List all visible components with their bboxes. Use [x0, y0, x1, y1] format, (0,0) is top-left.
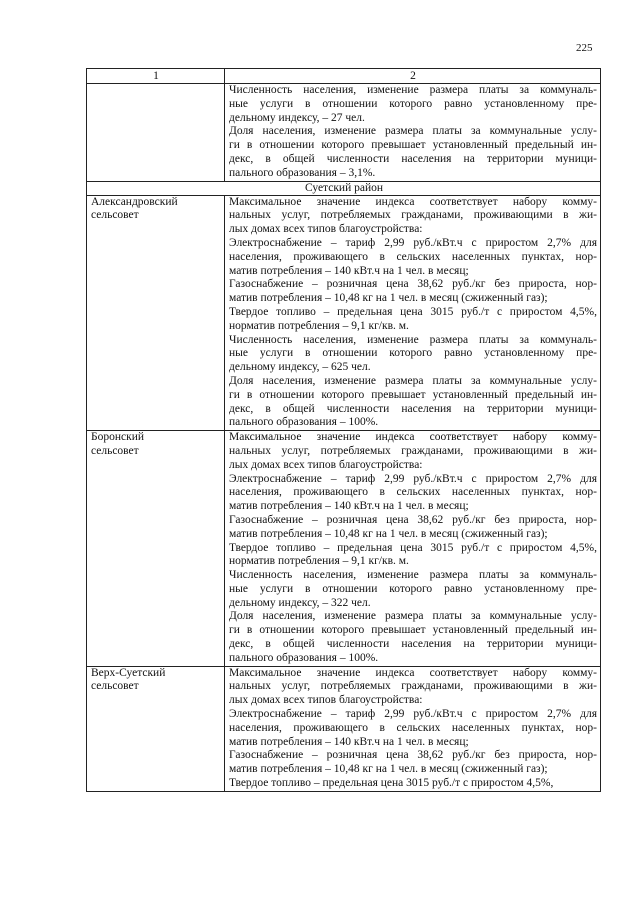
- text-line: нальных услуг, потребляемых гражданами, проживающими в жи-: [229, 209, 597, 222]
- text-line: пального образования – 100%.: [229, 416, 379, 429]
- text-line: дельному индексу, – 625 чел.: [229, 361, 371, 374]
- text-line: ные услуги в отношении которого равно установленному пре-: [229, 347, 597, 360]
- text-line: декс, в общей численности населения на территории муници-: [229, 152, 597, 165]
- header-col-2: 2: [225, 69, 601, 84]
- text-line: Максимальное значение индекса соответствует набору комму-: [229, 666, 597, 679]
- text-line: пального образования – 100%.: [229, 651, 379, 664]
- text-line: нальных услуг, потребляемых гражданами, проживающими в жи-: [229, 444, 597, 457]
- text-line: норматив потребления – 9,1 кг/кв. м.: [229, 555, 409, 568]
- municipality-row: [87, 195, 601, 431]
- text-line: матив потребления – 140 кВт.ч на 1 чел. в месяц;: [229, 735, 469, 748]
- district-row: [87, 181, 601, 195]
- text-line: норматив потребления – 9,1 кг/кв. м.: [229, 319, 409, 332]
- text-line: матив потребления – 10,48 кг на 1 чел. в месяц (сжиженный газ);: [229, 763, 548, 776]
- municipality-row: [87, 431, 601, 667]
- table-header-row: [87, 69, 601, 84]
- utility-index-table: [86, 68, 601, 792]
- district-title: Суетский район: [87, 181, 601, 195]
- text-line: Максимальное значение индекса соответствует набору комму-: [229, 195, 597, 208]
- text-line: нальных услуг, потребляемых гражданами, проживающими в жи-: [229, 680, 597, 693]
- text-line: лых домах всех типов благоустройства:: [229, 458, 423, 471]
- text-line: Газоснабжение – розничная цена 38,62 руб./кг без прироста, нор-: [229, 278, 597, 291]
- text-line: матив потребления – 10,48 кг на 1 чел. в месяц (сжиженный газ);: [229, 527, 548, 540]
- municipality-name: Александровский сельсовет: [87, 195, 225, 431]
- text-line: Максимальное значение индекса соответствует набору комму-: [229, 431, 597, 444]
- municipality-description: [225, 431, 601, 667]
- header-col-1: 1: [87, 69, 225, 84]
- municipality-name: Боронский сельсовет: [87, 431, 225, 667]
- text-line: Электроснабжение – тариф 2,99 руб./кВт.ч с приростом 2,7% для: [229, 236, 597, 249]
- municipality-description: [225, 666, 601, 791]
- text-line: декс, в общей численности населения на территории муници-: [229, 638, 597, 651]
- text-line: ные услуги в отношении которого равно установленному пре-: [229, 97, 597, 110]
- text-line: Твердое топливо – предельная цена 3015 руб./т с приростом 4,5%,: [229, 777, 554, 790]
- text-line: Газоснабжение – розничная цена 38,62 руб./кг без прироста, нор-: [229, 513, 597, 526]
- text-line: Численность населения, изменение размера платы за коммуналь-: [229, 333, 597, 346]
- text-line: населения, проживающего в сельских населенных пунктах, нор-: [229, 721, 597, 734]
- text-line: Численность населения, изменение размера платы за коммуналь-: [229, 84, 597, 96]
- text-line: Твердое топливо – предельная цена 3015 руб./т с приростом 4,5%,: [229, 541, 597, 554]
- text-line: Электроснабжение – тариф 2,99 руб./кВт.ч с приростом 2,7% для: [229, 708, 597, 721]
- text-line: Электроснабжение – тариф 2,99 руб./кВт.ч с приростом 2,7% для: [229, 472, 597, 485]
- text-line: ные услуги в отношении которого равно установленному пре-: [229, 582, 597, 595]
- continued-row: [87, 84, 601, 182]
- text-line: Доля населения, изменение размера платы за коммунальные услу-: [229, 125, 597, 138]
- text-line: Газоснабжение – розничная цена 38,62 руб./кг без прироста, нор-: [229, 749, 597, 762]
- text-line: матив потребления – 140 кВт.ч на 1 чел. в месяц;: [229, 264, 469, 277]
- text-line: пального образования – 3,1%.: [229, 166, 376, 179]
- municipality-row: [87, 666, 601, 791]
- text-line: дельному индексу, – 27 чел.: [229, 111, 365, 124]
- municipality-description: [225, 195, 601, 431]
- text-line: ги в отношении которого превышает установленный предельный ин-: [229, 139, 597, 152]
- text-line: декс, в общей численности населения на территории муници-: [229, 402, 597, 415]
- text-line: Твердое топливо – предельная цена 3015 руб./т с приростом 4,5%,: [229, 305, 597, 318]
- text-line: ги в отношении которого превышает установленный предельный ин-: [229, 388, 597, 401]
- text-line: Доля населения, изменение размера платы за коммунальные услу-: [229, 610, 597, 623]
- page-number: 225: [576, 42, 593, 54]
- text-line: Доля населения, изменение размера платы за коммунальные услу-: [229, 374, 597, 387]
- text-line: населения, проживающего в сельских населенных пунктах, нор-: [229, 486, 597, 499]
- text-line: населения, проживающего в сельских населенных пунктах, нор-: [229, 250, 597, 263]
- continued-name-cell: [87, 84, 225, 182]
- text-line: матив потребления – 10,48 кг на 1 чел. в месяц (сжиженный газ);: [229, 292, 548, 305]
- text-line: лых домах всех типов благоустройства:: [229, 694, 423, 707]
- text-line: Численность населения, изменение размера платы за коммуналь-: [229, 569, 597, 582]
- municipality-name: Верх-Суетский сельсовет: [87, 666, 225, 791]
- text-line: лых домах всех типов благоустройства:: [229, 223, 423, 236]
- text-line: матив потребления – 140 кВт.ч на 1 чел. в месяц;: [229, 500, 469, 513]
- text-line: ги в отношении которого превышает установленный предельный ин-: [229, 624, 597, 637]
- text-line: дельному индексу, – 322 чел.: [229, 596, 371, 609]
- continued-text-cell: [225, 84, 601, 182]
